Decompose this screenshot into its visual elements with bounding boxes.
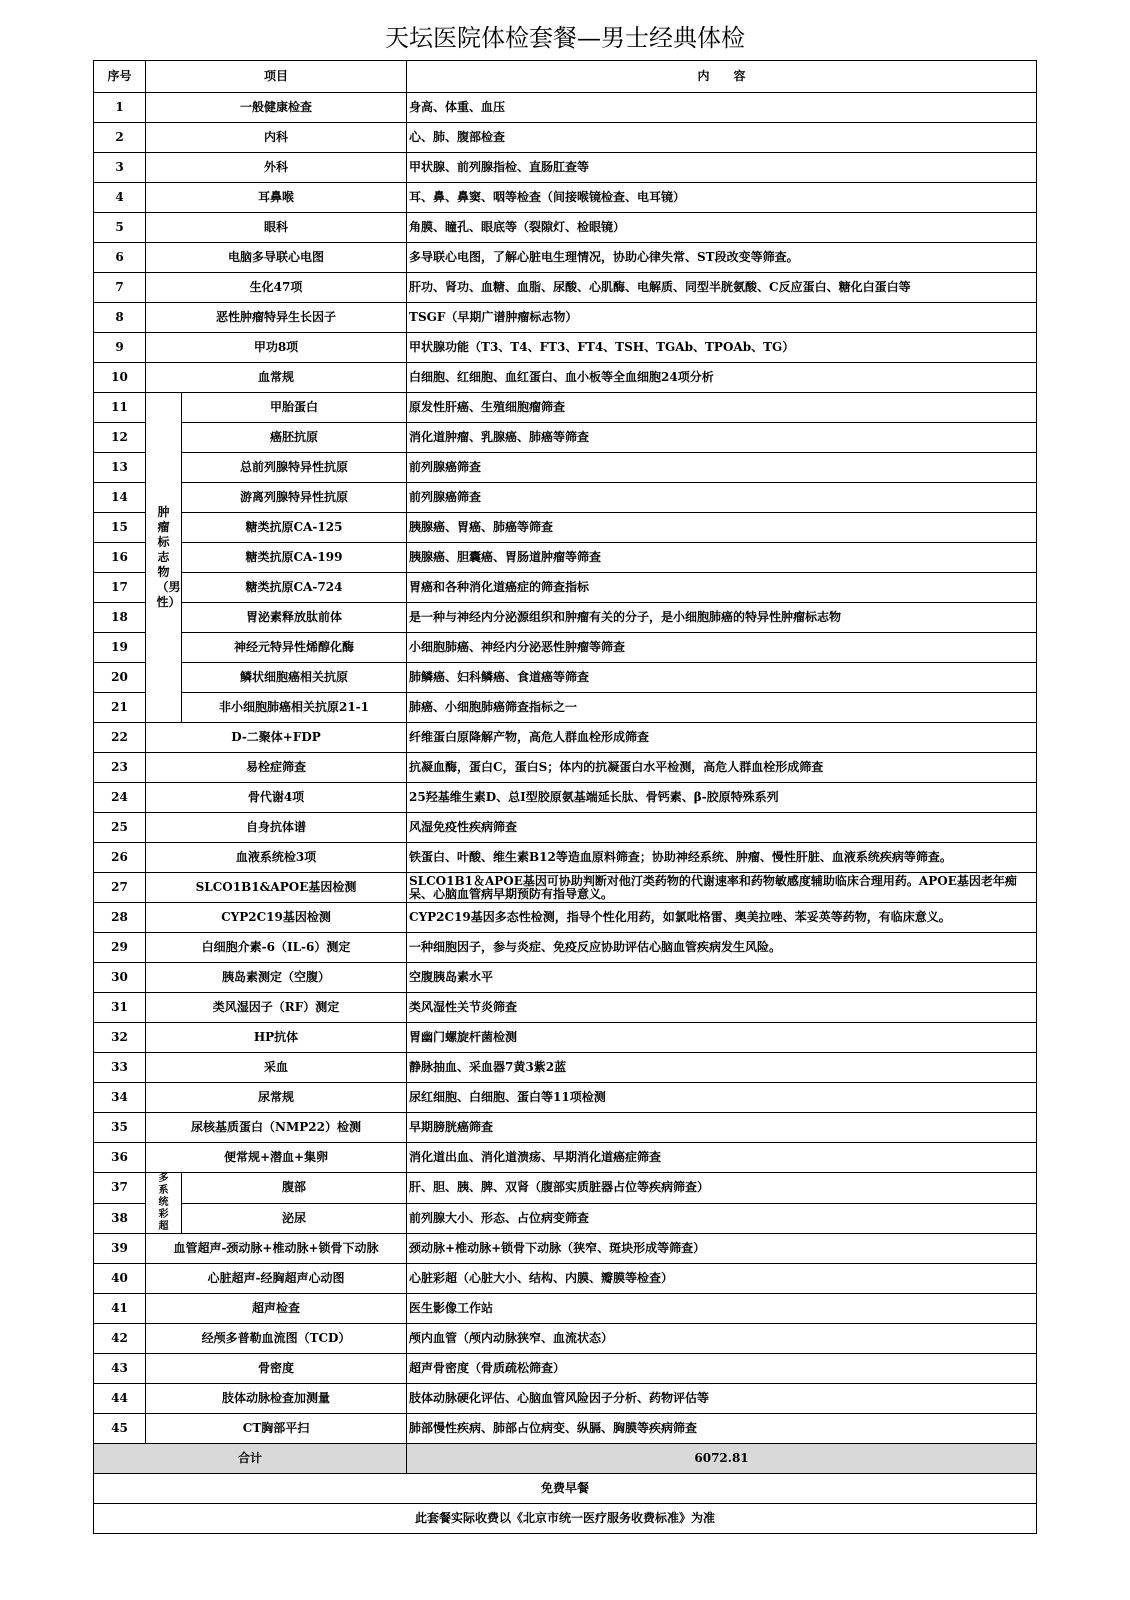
row-item: 恶性肿瘤特异生长因子 [146, 303, 407, 333]
row-number: 4 [94, 183, 146, 213]
row-content: 前列腺癌筛查 [407, 483, 1037, 513]
row-item: 一般健康检查 [146, 93, 407, 123]
row-content: 原发性肝癌、生殖细胞瘤筛查 [407, 393, 1037, 423]
row-content: 甲状腺、前列腺指检、直肠肛查等 [407, 153, 1037, 183]
table-row [94, 1354, 1037, 1384]
row-item: 骨代谢4项 [146, 783, 407, 813]
row-content: 一种细胞因子，参与炎症、免疫反应协助评估心脑血管疾病发生风险。 [407, 933, 1037, 963]
row-content: 小细胞肺癌、神经内分泌恶性肿瘤等筛查 [407, 633, 1037, 663]
row-item: 糖类抗原CA-125 [182, 513, 407, 543]
row-item: 生化47项 [146, 273, 407, 303]
row-item: 鳞状细胞癌相关抗原 [182, 663, 407, 693]
row-content: 胃癌和各种消化道癌症的筛查指标 [407, 573, 1037, 603]
table-row [94, 333, 1037, 363]
row-content: 肺部慢性疾病、肺部占位病变、纵膈、胸膜等疾病筛查 [407, 1414, 1037, 1444]
row-item: 泌尿 [182, 1203, 407, 1234]
row-item: 胃泌素释放肽前体 [182, 603, 407, 633]
table-row [94, 813, 1037, 843]
table-row [94, 453, 1037, 483]
row-item: 游离列腺特异性抗原 [182, 483, 407, 513]
row-number: 34 [94, 1083, 146, 1113]
row-content: 肺鳞癌、妇科鳞癌、食道癌等筛查 [407, 663, 1037, 693]
table-row [94, 723, 1037, 753]
row-number: 22 [94, 723, 146, 753]
table-row [94, 633, 1037, 663]
row-number: 39 [94, 1234, 146, 1264]
table-row [94, 753, 1037, 783]
row-number: 3 [94, 153, 146, 183]
row-number: 23 [94, 753, 146, 783]
row-content: 前列腺大小、形态、占位病变筛查 [407, 1203, 1037, 1234]
row-number: 1 [94, 93, 146, 123]
row-number: 7 [94, 273, 146, 303]
table-row [94, 543, 1037, 573]
total-label: 合计 [94, 1444, 407, 1474]
row-number: 32 [94, 1023, 146, 1053]
row-content: 胰腺癌、胃癌、肺癌等筛查 [407, 513, 1037, 543]
row-content: 角膜、瞳孔、眼底等（裂隙灯、检眼镜） [407, 213, 1037, 243]
table-row [94, 783, 1037, 813]
table-row [94, 1083, 1037, 1113]
group-label-ultrasound [146, 1173, 182, 1234]
disclaimer-row [94, 1504, 1037, 1534]
row-number: 33 [94, 1053, 146, 1083]
row-item: 糖类抗原CA-724 [182, 573, 407, 603]
row-content: 空腹胰岛素水平 [407, 963, 1037, 993]
row-number: 31 [94, 993, 146, 1023]
table-row [94, 1414, 1037, 1444]
row-number: 36 [94, 1143, 146, 1173]
row-number: 17 [94, 573, 146, 603]
row-content: TSGF（早期广谱肿瘤标志物） [407, 303, 1037, 333]
table-row [94, 1113, 1037, 1143]
row-content: 胰腺癌、胆囊癌、胃肠道肿瘤等筛查 [407, 543, 1037, 573]
table-row [94, 153, 1037, 183]
row-number: 25 [94, 813, 146, 843]
row-number: 16 [94, 543, 146, 573]
total-value: 6072.81 [407, 1444, 1037, 1474]
row-number: 41 [94, 1294, 146, 1324]
row-content: 医生影像工作站 [407, 1294, 1037, 1324]
row-number: 28 [94, 903, 146, 933]
row-number: 8 [94, 303, 146, 333]
row-item: 神经元特异性烯醇化酶 [182, 633, 407, 663]
row-content: CYP2C19基因多态性检测，指导个性化用药，如氯吡格雷、奥美拉唑、苯妥英等药物，有临床意义。 [407, 903, 1037, 933]
row-content: 铁蛋白、叶酸、维生素B12等造血原料筛查；协助神经系统、肿瘤、慢性肝脏、血液系统疾病等筛查。 [407, 843, 1037, 873]
row-item: 非小细胞肺癌相关抗原21-1 [182, 693, 407, 723]
row-item: 便常规+潜血+集卵 [146, 1143, 407, 1173]
table-row [94, 843, 1037, 873]
row-number: 14 [94, 483, 146, 513]
row-item: CT胸部平扫 [146, 1414, 407, 1444]
table-row [94, 243, 1037, 273]
row-number: 45 [94, 1414, 146, 1444]
row-number: 11 [94, 393, 146, 423]
row-number: 38 [94, 1203, 146, 1234]
table-row [94, 213, 1037, 243]
table-row [94, 573, 1037, 603]
row-item: D-二聚体+FDP [146, 723, 407, 753]
row-item: 甲胎蛋白 [182, 393, 407, 423]
group-text-ultrasound: 多系统彩超 [158, 1173, 169, 1232]
table-row [94, 1384, 1037, 1414]
table-row [94, 693, 1037, 723]
row-number: 12 [94, 423, 146, 453]
row-number: 2 [94, 123, 146, 153]
row-item: 癌胚抗原 [182, 423, 407, 453]
row-content: 前列腺癌筛查 [407, 453, 1037, 483]
row-content: 肺癌、小细胞肺癌筛查指标之一 [407, 693, 1037, 723]
table-row [94, 963, 1037, 993]
row-content: 纤维蛋白原降解产物，高危人群血栓形成筛查 [407, 723, 1037, 753]
row-number: 13 [94, 453, 146, 483]
row-item: 血常规 [146, 363, 407, 393]
table-row [94, 513, 1037, 543]
row-content: 抗凝血酶，蛋白C，蛋白S；体内的抗凝蛋白水平检测，高危人群血栓形成筛查 [407, 753, 1037, 783]
disclaimer-note: 此套餐实际收费以《北京市统一医疗服务收费标准》为准 [94, 1504, 1037, 1534]
group-text-tumor-markers: 肿瘤标志物（男性） [156, 505, 181, 609]
header-item: 项目 [146, 61, 407, 93]
row-number: 29 [94, 933, 146, 963]
row-content: 白细胞、红细胞、血红蛋白、血小板等全血细胞24项分析 [407, 363, 1037, 393]
row-content: 肝、胆、胰、脾、双肾（腹部实质脏器占位等疾病筛查） [407, 1173, 1037, 1204]
table-row [94, 1053, 1037, 1083]
table-row [94, 1173, 1037, 1204]
row-content: 消化道出血、消化道溃疡、早期消化道癌症筛查 [407, 1143, 1037, 1173]
row-number: 40 [94, 1264, 146, 1294]
table-row [94, 903, 1037, 933]
table-row [94, 93, 1037, 123]
table-row [94, 1324, 1037, 1354]
row-item: 外科 [146, 153, 407, 183]
row-content: 类风湿性关节炎筛查 [407, 993, 1037, 1023]
row-content: 消化道肿瘤、乳腺癌、肺癌等筛查 [407, 423, 1037, 453]
row-item: 甲功8项 [146, 333, 407, 363]
row-number: 42 [94, 1324, 146, 1354]
row-number: 37 [94, 1173, 146, 1204]
header-content: 内 容 [407, 61, 1037, 93]
checkup-table [93, 60, 1037, 1534]
row-item: 自身抗体谱 [146, 813, 407, 843]
table-row [94, 1234, 1037, 1264]
row-item: CYP2C19基因检测 [146, 903, 407, 933]
total-row [94, 1444, 1037, 1474]
row-content: 胃幽门螺旋杆菌检测 [407, 1023, 1037, 1053]
row-item: 尿常规 [146, 1083, 407, 1113]
row-item: 易栓症筛查 [146, 753, 407, 783]
row-number: 10 [94, 363, 146, 393]
header-row [94, 61, 1037, 93]
row-item: HP抗体 [146, 1023, 407, 1053]
row-item: 总前列腺特异性抗原 [182, 453, 407, 483]
table-row [94, 423, 1037, 453]
table-row [94, 303, 1037, 333]
row-content: 是一种与神经内分泌源组织和肿瘤有关的分子，是小细胞肺癌的特异性肿瘤标志物 [407, 603, 1037, 633]
row-content: 多导联心电图，了解心脏电生理情况，协助心律失常、ST段改变等筛查。 [407, 243, 1037, 273]
row-content: 风湿免疫性疾病筛查 [407, 813, 1037, 843]
row-item: 耳鼻喉 [146, 183, 407, 213]
row-content: 心、肺、腹部检查 [407, 123, 1037, 153]
table-row [94, 993, 1037, 1023]
header-no: 序号 [94, 61, 146, 93]
table-row [94, 1294, 1037, 1324]
row-item: 白细胞介素-6（IL-6）测定 [146, 933, 407, 963]
group-label-tumor-markers [146, 393, 182, 723]
row-number: 19 [94, 633, 146, 663]
row-item: 糖类抗原CA-199 [182, 543, 407, 573]
row-item: 采血 [146, 1053, 407, 1083]
row-content: 心脏彩超（心脏大小、结构、内膜、瓣膜等检查） [407, 1264, 1037, 1294]
row-content: SLCO1B1＆APOE基因可协助判断对他汀类药物的代谢速率和药物敏感度辅助临床合理用药。APOE基因老年痴呆、心脑血管病早期预防有指导意义。 [407, 873, 1037, 903]
table-row [94, 663, 1037, 693]
row-number: 30 [94, 963, 146, 993]
row-content: 身高、体重、血压 [407, 93, 1037, 123]
row-item: 内科 [146, 123, 407, 153]
row-item: SLCO1B1&APOE基因检测 [146, 873, 407, 903]
row-content: 颅内血管（颅内动脉狭窄、血流状态） [407, 1324, 1037, 1354]
row-item: 尿核基质蛋白（NMP22）检测 [146, 1113, 407, 1143]
table-row [94, 123, 1037, 153]
table-row [94, 873, 1037, 903]
table-row [94, 183, 1037, 213]
row-number: 18 [94, 603, 146, 633]
row-item: 血液系统检3项 [146, 843, 407, 873]
table-row [94, 933, 1037, 963]
table-row [94, 363, 1037, 393]
row-item: 电脑多导联心电图 [146, 243, 407, 273]
breakfast-note: 免费早餐 [94, 1474, 1037, 1504]
table-row [94, 1203, 1037, 1234]
row-item: 骨密度 [146, 1354, 407, 1384]
row-number: 35 [94, 1113, 146, 1143]
breakfast-row [94, 1474, 1037, 1504]
row-content: 耳、鼻、鼻窦、咽等检查（间接喉镜检查、电耳镜） [407, 183, 1037, 213]
row-number: 5 [94, 213, 146, 243]
row-content: 颈动脉+椎动脉+锁骨下动脉（狭窄、斑块形成等筛查） [407, 1234, 1037, 1264]
row-number: 6 [94, 243, 146, 273]
row-content: 早期膀胱癌筛查 [407, 1113, 1037, 1143]
table-row [94, 1264, 1037, 1294]
row-number: 9 [94, 333, 146, 363]
row-number: 24 [94, 783, 146, 813]
table-row [94, 1143, 1037, 1173]
row-number: 44 [94, 1384, 146, 1414]
row-content: 肝功、肾功、血糖、血脂、尿酸、心肌酶、电解质、同型半胱氨酸、C反应蛋白、糖化白蛋白等 [407, 273, 1037, 303]
row-item: 眼科 [146, 213, 407, 243]
row-number: 26 [94, 843, 146, 873]
row-item: 血管超声-颈动脉+椎动脉+锁骨下动脉 [146, 1234, 407, 1264]
row-content: 肢体动脉硬化评估、心脑血管风险因子分析、药物评估等 [407, 1384, 1037, 1414]
row-item: 类风湿因子（RF）测定 [146, 993, 407, 1023]
row-content: 静脉抽血、采血器7黄3紫2蓝 [407, 1053, 1037, 1083]
row-number: 15 [94, 513, 146, 543]
row-number: 27 [94, 873, 146, 903]
page-title: 天坛医院体检套餐—男士经典体检 [385, 24, 745, 52]
row-item: 腹部 [182, 1173, 407, 1204]
row-content: 尿红细胞、白细胞、蛋白等11项检测 [407, 1083, 1037, 1113]
row-item: 胰岛素测定（空腹） [146, 963, 407, 993]
row-item: 肢体动脉检查加测量 [146, 1384, 407, 1414]
table-row [94, 1023, 1037, 1053]
table-row [94, 483, 1037, 513]
row-number: 43 [94, 1354, 146, 1384]
row-content: 25羟基维生素D、总Ⅰ型胶原氨基端延长肽、骨钙素、β-胶原特殊系列 [407, 783, 1037, 813]
table-row [94, 603, 1037, 633]
table-row [94, 393, 1037, 423]
row-number: 20 [94, 663, 146, 693]
row-content: 甲状腺功能（T3、T4、FT3、FT4、TSH、TGAb、TPOAb、TG） [407, 333, 1037, 363]
row-item: 经颅多普勒血流图（TCD） [146, 1324, 407, 1354]
row-item: 超声检查 [146, 1294, 407, 1324]
row-number: 21 [94, 693, 146, 723]
row-content: 超声骨密度（骨质疏松筛查） [407, 1354, 1037, 1384]
table-body [94, 61, 1037, 1534]
table-row [94, 273, 1037, 303]
row-item: 心脏超声-经胸超声心动图 [146, 1264, 407, 1294]
